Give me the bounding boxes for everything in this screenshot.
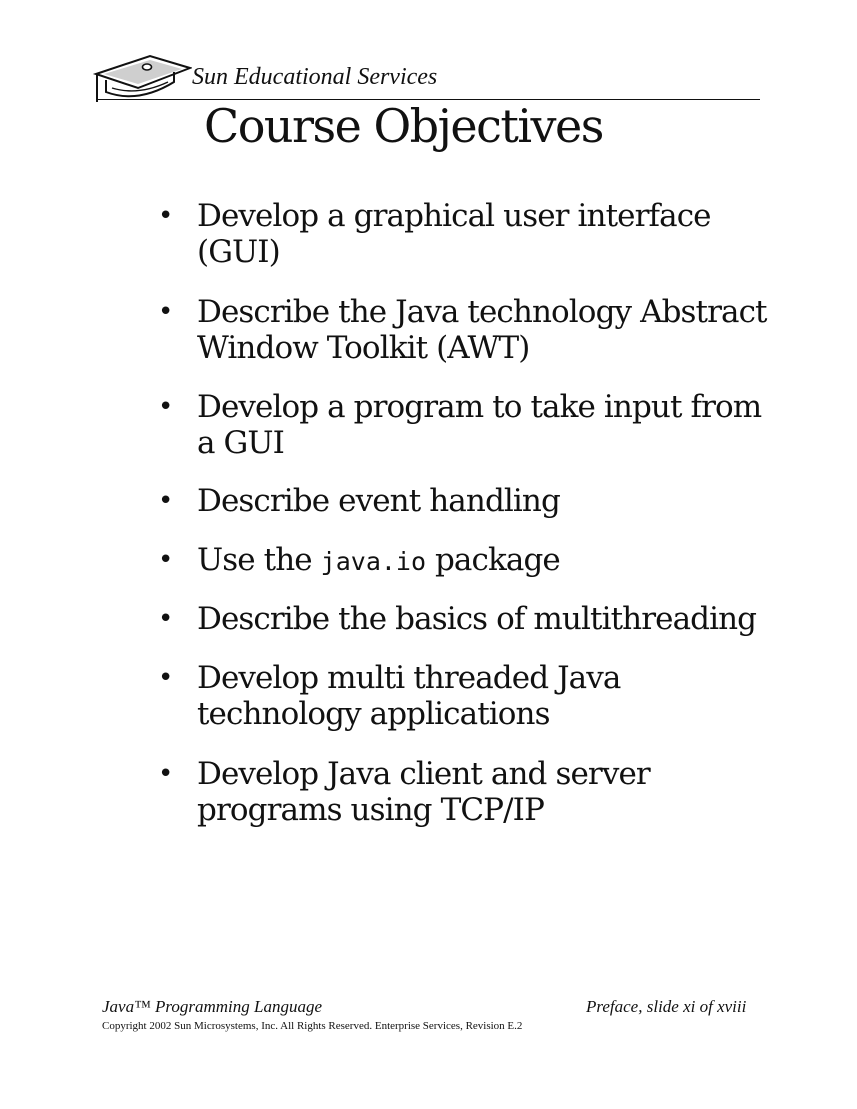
- bullet: •: [158, 486, 174, 516]
- objective-text: [197, 198, 777, 270]
- objective-text: [197, 601, 777, 637]
- objective-line: Develop a graphical user interface: [197, 198, 711, 234]
- objective-text: [197, 660, 777, 732]
- bullet: •: [158, 663, 174, 693]
- objective-line: (GUI): [197, 234, 280, 270]
- objective-line: Develop a program to take input from: [197, 389, 762, 425]
- objective-line: Describe the Java technology Abstract: [197, 294, 767, 330]
- code-package-name: java.io: [320, 547, 427, 576]
- objective-text: [197, 542, 777, 580]
- bullet: •: [158, 604, 174, 634]
- bullet: •: [158, 545, 174, 575]
- objective-line: Window Toolkit (AWT): [197, 330, 530, 366]
- footer-copyright: Copyright 2002 Sun Microsystems, Inc. All Rights Reserved. Enterprise Services, Revision E.2: [102, 1020, 523, 1032]
- objective-text: [197, 756, 777, 828]
- brand-name: Sun Educational Services: [192, 64, 438, 90]
- objective-line: Describe the basics of multithreading: [197, 601, 757, 637]
- objective-line: Develop multi threaded Java: [197, 660, 621, 696]
- footer-course-name: Java™ Programming Language: [102, 997, 323, 1016]
- objective-post-text: package: [426, 542, 560, 578]
- objective-line: Develop Java client and server: [197, 756, 650, 792]
- header: [92, 52, 760, 104]
- objective-line: technology applications: [197, 696, 550, 732]
- objective-text: [197, 483, 777, 519]
- footer-slide-number: Preface, slide xi of xviii: [586, 997, 747, 1016]
- objective-line: a GUI: [197, 425, 284, 461]
- objective-text: [197, 389, 777, 461]
- bullet: •: [158, 201, 174, 231]
- bullet: •: [158, 392, 174, 422]
- objective-text: [197, 294, 777, 366]
- objective-pre-text: Use the: [197, 542, 321, 578]
- page-title: Course Objectives: [204, 99, 603, 153]
- bullet: •: [158, 297, 174, 327]
- objective-line: [197, 542, 777, 580]
- objective-line: programs using TCP/IP: [197, 792, 544, 828]
- bullet: •: [158, 759, 174, 789]
- objective-line: Describe event handling: [197, 483, 560, 519]
- graduation-cap-icon: [92, 52, 192, 104]
